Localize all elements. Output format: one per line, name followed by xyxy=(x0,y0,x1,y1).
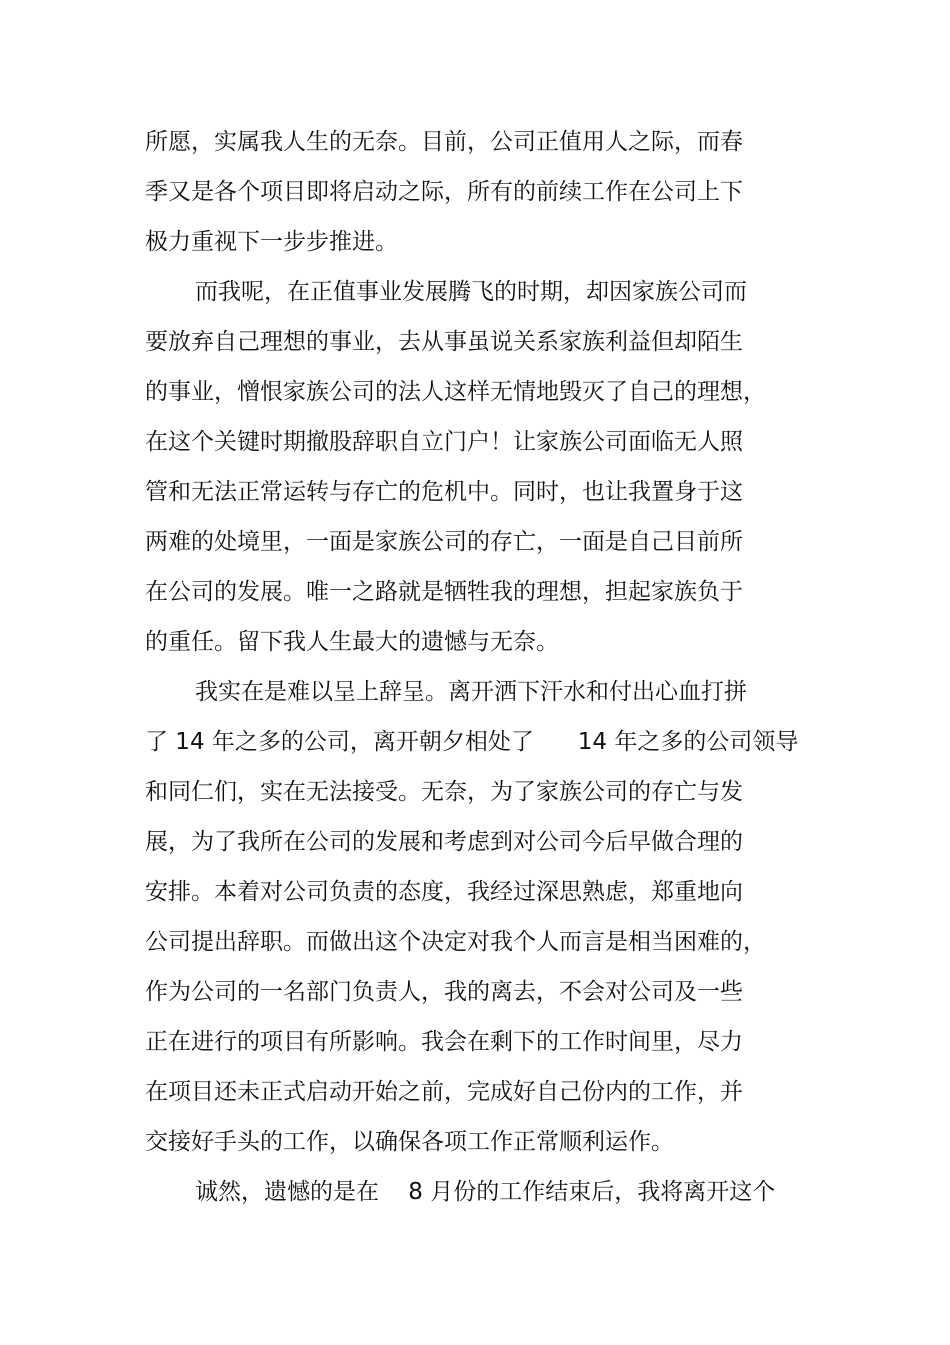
text-line: 正在进行的项目有所影响。我会在剩下的工作时间里，尽力 xyxy=(145,1029,743,1055)
paragraph-start-line: 我实在是难以呈上辞呈。离开洒下汗水和付出心血打拼 xyxy=(195,679,747,705)
text-line: 作为公司的一名部门负责人，我的离去，不会对公司及一些 xyxy=(145,979,743,1005)
text-line: 和同仁们，实在无法接受。无奈，为了家族公司的存亡与发 xyxy=(145,779,743,805)
text-line: 管和无法正常运转与存亡的危机中。同时，也让我置身于这 xyxy=(145,479,743,505)
text-line: 安排。本着对公司负责的态度，我经过深思熟虑，郑重地向 xyxy=(145,879,743,905)
text-line: 在这个关键时期撤股辞职自立门户！让家族公司面临无人照 xyxy=(145,429,743,455)
text-line: 了 14 年之多的公司，离开朝夕相处了 14 年之多的公司领导 xyxy=(145,729,799,755)
text-line: 在公司的发展。唯一之路就是牺牲我的理想，担起家族负于 xyxy=(145,579,743,605)
text-line: 交接好手头的工作，以确保各项工作正常顺利运作。 xyxy=(145,1129,674,1155)
text-line: 两难的处境里，一面是家族公司的存亡，一面是自己目前所 xyxy=(145,529,743,555)
text-line: 季又是各个项目即将启动之际，所有的前续工作在公司上下 xyxy=(145,179,743,205)
text-line: 的重任。留下我人生最大的遗憾与无奈。 xyxy=(145,629,559,655)
text-line: 所愿，实属我人生的无奈。目前，公司正值用人之际，而春 xyxy=(145,129,743,155)
text-line: 在项目还未正式启动开始之前，完成好自己份内的工作，并 xyxy=(145,1079,743,1105)
paragraph-start-line: 而我呢，在正值事业发展腾飞的时期，却因家族公司而 xyxy=(195,279,747,305)
text-line: 极力重视下一步步推进。 xyxy=(145,229,398,255)
text-line: 的事业，憎恨家族公司的法人这样无情地毁灭了自己的理想， xyxy=(145,379,766,405)
paragraph-start-line: 诚然，遗憾的是在 8 月份的工作结束后，我将离开这个 xyxy=(195,1179,776,1205)
text-line: 要放弃自己理想的事业，去从事虽说关系家族利益但却陌生 xyxy=(145,329,743,355)
text-line: 展，为了我所在公司的发展和考虑到对公司今后早做合理的 xyxy=(145,829,743,855)
text-line: 公司提出辞职。而做出这个决定对我个人而言是相当困难的， xyxy=(145,929,766,955)
